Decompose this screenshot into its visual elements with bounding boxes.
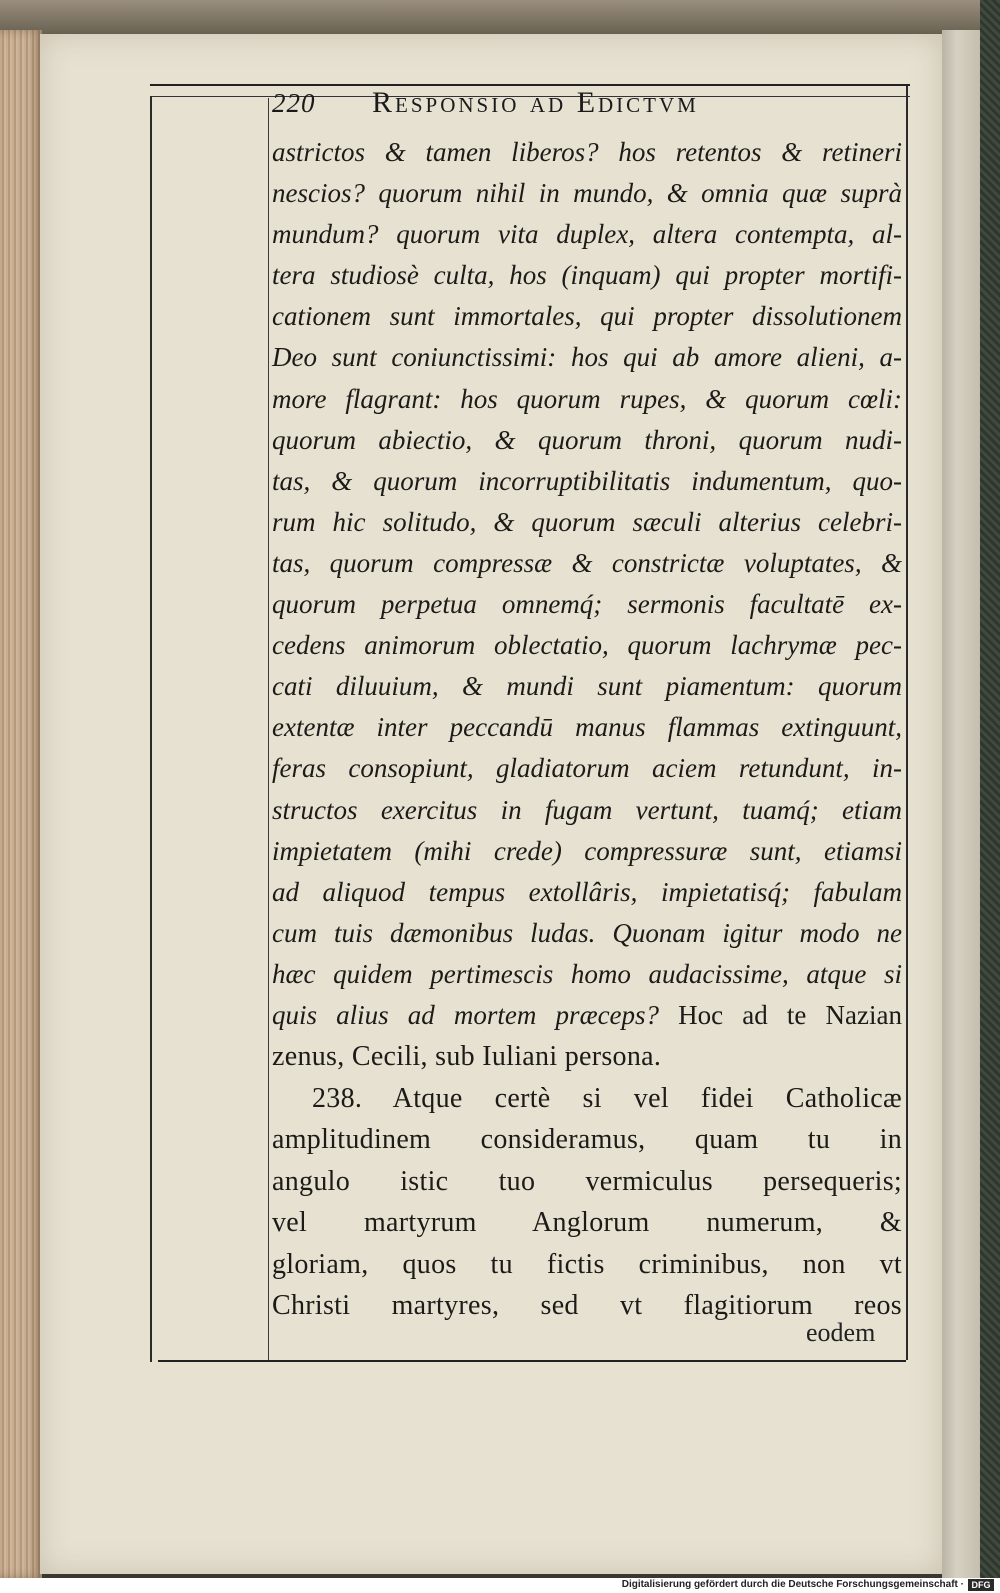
page-header xyxy=(272,88,902,128)
text-line: rum hic solitudo, & quorum sæculi alterius celebri- xyxy=(272,506,902,537)
text-line-mixed xyxy=(272,995,902,1036)
text-line: tas, & quorum incorruptibilitatis indumentum, quo- xyxy=(272,465,902,496)
text-line: cedens animorum oblectatio, quorum lachrymæ pec- xyxy=(272,630,902,661)
catchword: eodem xyxy=(806,1318,876,1347)
margin-rule xyxy=(268,98,269,1360)
running-title: Responsio ad Edictvm xyxy=(372,86,699,119)
funding-credit: Digitalisierung gefördert durch die Deutsche Forschungsgemeinschaft · xyxy=(621,1579,964,1590)
text-line: gloriam, quos tu fictis criminibus, non vt xyxy=(272,1248,902,1280)
dfg-logo: DFG xyxy=(968,1579,994,1591)
quote-end: quis alius ad mortem præceps? xyxy=(272,999,660,1030)
text-line: Deo sunt coniunctissimi: hos qui ab amore alieni, a- xyxy=(272,342,902,373)
page-number: 220 xyxy=(272,88,316,118)
text-line: feras consopiunt, gladiatorum aciem retundunt, in- xyxy=(272,753,902,784)
frame-right-rule xyxy=(906,86,908,1360)
text-line: impietatem (mihi crede) compressuræ sunt, etiamsi xyxy=(272,835,902,866)
text-line: structos exercitus in fugam vertunt, tuamq́; etiam xyxy=(272,794,902,825)
text-line: extentæ inter peccandū manus flammas extinguunt, xyxy=(272,712,902,743)
text-line: mundum? quorum vita duplex, altera contempta, al- xyxy=(272,219,902,250)
text-line: zenus, Cecili, sub Iuliani persona. xyxy=(272,1041,662,1073)
text-line: tera studiosè culta, hos (inquam) qui propter mortifi- xyxy=(272,260,902,291)
text-line: quorum abiectio, & quorum throni, quorum nudi- xyxy=(272,424,902,455)
paragraph-start-line: 238. Atque certè si vel fidei Catholicæ xyxy=(312,1082,902,1114)
frame-bottom-rule xyxy=(158,1360,906,1362)
text-line: cum tuis dæmonibus ludas. Quonam igitur modo ne xyxy=(272,917,902,948)
book-fore-edge-left xyxy=(0,30,42,1578)
text-line: cationem sunt immortales, qui propter dissolutionem xyxy=(272,301,902,332)
attribution-start: Hoc ad te Nazian xyxy=(659,999,902,1030)
text-line: nescios? quorum nihil in mundo, & omnia quæ suprà xyxy=(272,178,902,209)
frame-left-rule xyxy=(150,96,152,1362)
text-line: vel martyrum Anglorum numerum, & xyxy=(272,1207,902,1239)
book-fore-edge-right xyxy=(942,30,980,1578)
text-line: angulo istic tuo vermiculus persequeris; xyxy=(272,1165,902,1197)
text-line: astrictos & tamen liberos? hos retentos & retineri xyxy=(272,137,902,167)
text-line: amplitudinem consideramus, quam tu in xyxy=(272,1124,902,1156)
text-line: cati diluuium, & mundi sunt piamentum: quorum xyxy=(272,671,902,702)
scan-background-cloth xyxy=(980,0,1000,1580)
text-line: tas, quorum compressæ & constrictæ voluptates, & xyxy=(272,547,902,578)
text-line: more flagrant: hos quorum rupes, & quorum cœli: xyxy=(272,383,902,414)
text-line: ad aliquod tempus extollâris, impietatisq́; fabulam xyxy=(272,876,902,907)
body-text xyxy=(272,132,902,1327)
text-line: hæc quidem pertimescis homo audacissime, atque si xyxy=(272,958,902,989)
text-line: quorum perpetua omnemq́; sermonis facultatē ex- xyxy=(272,589,902,620)
text-line: Christi martyres, sed vt flagitiorum reos xyxy=(272,1290,902,1322)
